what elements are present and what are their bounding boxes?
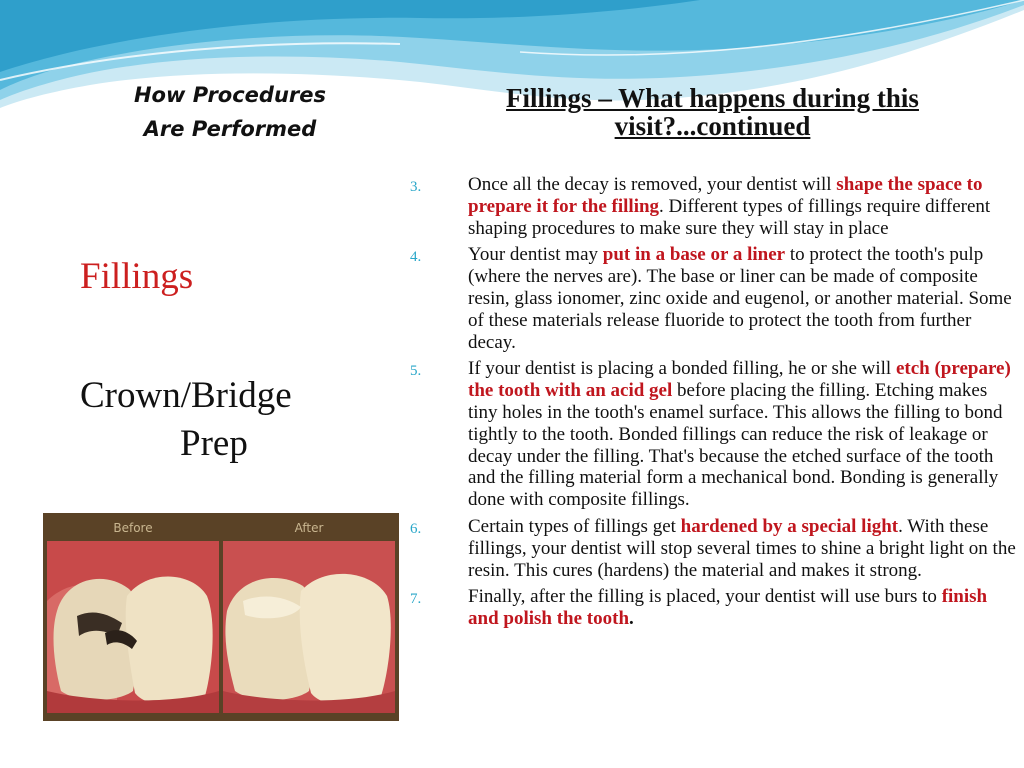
step-text-continued: to protect the tooth's pulp (where the nerves are). The base or liner can be made of composite resin, glass ionomer, zinc oxide and eugenol, or another material. Some of these materials release fluoride to protect the tooth from further decay. (468, 244, 1012, 353)
step-highlight: hardened by a special light (680, 515, 899, 537)
step-number: 7. (410, 591, 422, 608)
procedure-steps-list (410, 174, 1016, 635)
before-tooth-image (47, 541, 219, 713)
step-text: Certain types of fillings get (468, 515, 681, 537)
list-item (410, 516, 1016, 581)
fillings-label: Fillings (80, 256, 194, 297)
step-text: Your dentist may (468, 244, 603, 266)
step-number: 5. (410, 363, 422, 380)
section-title (100, 78, 360, 146)
after-caption: After (294, 521, 324, 535)
section-title-line2: Are Performed (143, 117, 317, 141)
after-tooth-image (223, 541, 395, 713)
slide-title: Fillings – What happens during this visit?...continued (506, 83, 919, 141)
list-item (410, 358, 1016, 511)
step-highlight: shape the space to prepare it for the filling (468, 174, 983, 217)
step-highlight: put in a base or a liner (602, 244, 786, 266)
step-highlight: etch (prepare) the tooth with an acid gel (468, 358, 1011, 402)
step-number: 4. (410, 249, 422, 266)
crown-bridge-line2: Prep (180, 423, 248, 464)
list-item (410, 174, 1016, 239)
step-text-continued: . With these fillings, your dentist will stop several times to shine a bright light on the resin. This cures (hardens) the material and makes it strong. (468, 515, 1016, 581)
step-text: If your dentist is placing a bonded filling, he or she will (468, 358, 896, 380)
crown-bridge-label (80, 372, 360, 468)
step-text-continued: before placing the filling. Etching makes tiny holes in the tooth's enamel surface. This allows the filling to bond tightly to the tooth. Bonded fillings can reduce the risk of leakage or decay under the filling. That's because the etched surface of the tooth and the filling material form a mechanical bond. Bonding is generally done with composite fillings. (468, 380, 1003, 511)
crown-bridge-line1: Crown/Bridge (80, 375, 292, 416)
step-text-continued: . (629, 608, 634, 630)
step-number: 6. (410, 520, 422, 537)
step-highlight: finish and polish the tooth (468, 586, 988, 630)
list-item (410, 244, 1016, 353)
step-text-continued: . Different types of fillings require different shaping procedures to make sure they will stay in place (468, 195, 991, 239)
step-text: Once all the decay is removed, your dentist will (468, 174, 837, 195)
list-item (410, 586, 1016, 630)
before-caption: Before (113, 521, 153, 535)
section-title-line1: How Procedures (133, 83, 326, 107)
before-after-photo (43, 513, 399, 721)
step-text: Finally, after the filling is placed, your dentist will use burs to (468, 586, 942, 608)
step-number: 3. (410, 179, 422, 195)
